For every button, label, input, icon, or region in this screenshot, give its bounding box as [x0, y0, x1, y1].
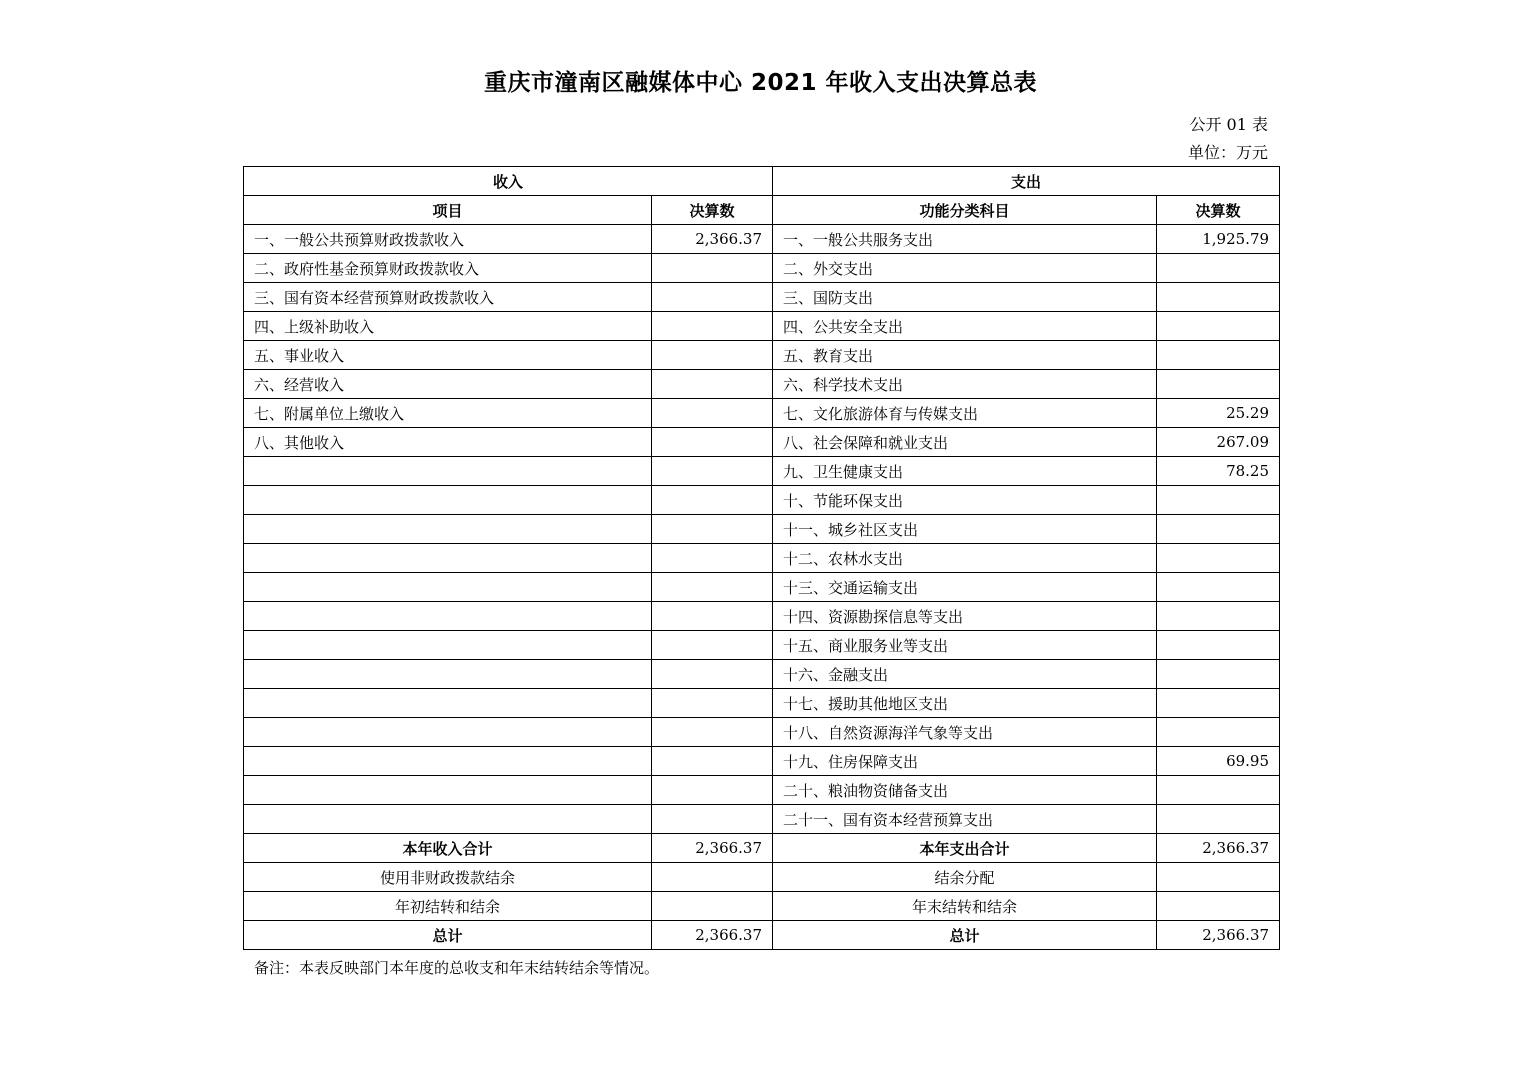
expense-item-value [1157, 544, 1280, 573]
expense-item-label: 十四、资源勘探信息等支出 [773, 602, 1157, 631]
table-row [244, 225, 1280, 254]
header-row-columns [244, 196, 1280, 225]
function-item-column-header: 功能分类科目 [773, 196, 1157, 225]
expense-item-label: 十二、农林水支出 [773, 544, 1157, 573]
summary-income-label: 本年收入合计 [244, 834, 652, 863]
expense-item-value [1157, 283, 1280, 312]
income-item-label [244, 515, 652, 544]
table-row [244, 718, 1280, 747]
table-row [244, 805, 1280, 834]
table-row [244, 631, 1280, 660]
expense-item-label: 十一、城乡社区支出 [773, 515, 1157, 544]
header-row-section [244, 167, 1280, 196]
income-item-label [244, 718, 652, 747]
table-row [244, 515, 1280, 544]
income-item-value [652, 457, 773, 486]
income-item-label [244, 747, 652, 776]
expense-item-value [1157, 341, 1280, 370]
income-item-label: 二、政府性基金预算财政拨款收入 [244, 254, 652, 283]
income-item-label [244, 776, 652, 805]
expense-item-value [1157, 254, 1280, 283]
income-item-label [244, 602, 652, 631]
summary-expense-label: 年末结转和结余 [773, 892, 1157, 921]
summary-expense-label: 本年支出合计 [773, 834, 1157, 863]
table-row [244, 486, 1280, 515]
expense-item-value [1157, 312, 1280, 341]
expense-item-value: 267.09 [1157, 428, 1280, 457]
expense-item-label: 十八、自然资源海洋气象等支出 [773, 718, 1157, 747]
table-row [244, 747, 1280, 776]
table-row [244, 602, 1280, 631]
income-item-value [652, 805, 773, 834]
summary-income-value [652, 892, 773, 921]
income-item-value [652, 312, 773, 341]
expense-item-label: 十七、援助其他地区支出 [773, 689, 1157, 718]
table-row [244, 399, 1280, 428]
income-section-header: 收入 [244, 167, 773, 196]
expense-amount-column-header: 决算数 [1157, 196, 1280, 225]
table-row [244, 254, 1280, 283]
summary-row [244, 863, 1280, 892]
expense-section-header: 支出 [773, 167, 1280, 196]
table-code: 公开 01 表 [1189, 115, 1268, 134]
expense-item-value [1157, 370, 1280, 399]
income-item-label: 五、事业收入 [244, 341, 652, 370]
income-item-value [652, 254, 773, 283]
table-row [244, 544, 1280, 573]
expense-item-value: 69.95 [1157, 747, 1280, 776]
table-row [244, 283, 1280, 312]
expense-item-value [1157, 631, 1280, 660]
expense-item-value [1157, 689, 1280, 718]
income-item-value [652, 660, 773, 689]
budget-table [243, 166, 1280, 950]
income-item-value [652, 747, 773, 776]
expense-item-value [1157, 718, 1280, 747]
income-item-label: 六、经营收入 [244, 370, 652, 399]
expense-item-value [1157, 660, 1280, 689]
income-item-label: 一、一般公共预算财政拨款收入 [244, 225, 652, 254]
expense-item-value: 1,925.79 [1157, 225, 1280, 254]
expense-item-value [1157, 602, 1280, 631]
table-row [244, 457, 1280, 486]
expense-item-label: 一、一般公共服务支出 [773, 225, 1157, 254]
summary-expense-value [1157, 863, 1280, 892]
summary-income-value: 2,366.37 [652, 921, 773, 950]
expense-item-value [1157, 486, 1280, 515]
summary-expense-label: 结余分配 [773, 863, 1157, 892]
table-row [244, 660, 1280, 689]
expense-item-label: 十五、商业服务业等支出 [773, 631, 1157, 660]
summary-row [244, 834, 1280, 863]
expense-item-value [1157, 573, 1280, 602]
table-row [244, 689, 1280, 718]
income-item-value [652, 689, 773, 718]
expense-item-label: 五、教育支出 [773, 341, 1157, 370]
income-item-label: 四、上级补助收入 [244, 312, 652, 341]
expense-item-label: 七、文化旅游体育与传媒支出 [773, 399, 1157, 428]
income-item-value [652, 573, 773, 602]
summary-income-value [652, 863, 773, 892]
income-item-label [244, 805, 652, 834]
income-item-value [652, 602, 773, 631]
income-item-value [652, 399, 773, 428]
income-item-label [244, 457, 652, 486]
expense-item-label: 四、公共安全支出 [773, 312, 1157, 341]
table-row [244, 370, 1280, 399]
table-row [244, 573, 1280, 602]
income-item-label [244, 573, 652, 602]
income-item-value [652, 631, 773, 660]
table-row [244, 428, 1280, 457]
income-amount-column-header: 决算数 [652, 196, 773, 225]
income-item-label [244, 689, 652, 718]
income-item-value [652, 515, 773, 544]
expense-item-label: 十九、住房保障支出 [773, 747, 1157, 776]
income-item-value [652, 486, 773, 515]
expense-item-value [1157, 805, 1280, 834]
income-item-value [652, 283, 773, 312]
income-item-label: 三、国有资本经营预算财政拨款收入 [244, 283, 652, 312]
summary-income-label: 使用非财政拨款结余 [244, 863, 652, 892]
table-row [244, 341, 1280, 370]
income-item-label [244, 631, 652, 660]
unit-label: 单位：万元 [1187, 143, 1268, 162]
expense-item-label: 八、社会保障和就业支出 [773, 428, 1157, 457]
income-item-value [652, 370, 773, 399]
expense-item-label: 六、科学技术支出 [773, 370, 1157, 399]
income-item-label: 八、其他收入 [244, 428, 652, 457]
income-item-value [652, 428, 773, 457]
expense-item-value [1157, 776, 1280, 805]
summary-row [244, 892, 1280, 921]
expense-item-label: 九、卫生健康支出 [773, 457, 1157, 486]
expense-item-label: 十、节能环保支出 [773, 486, 1157, 515]
expense-item-value [1157, 515, 1280, 544]
income-item-label [244, 544, 652, 573]
expense-item-label: 二、外交支出 [773, 254, 1157, 283]
income-item-value: 2,366.37 [652, 225, 773, 254]
page-title: 重庆市潼南区融媒体中心 2021 年收入支出决算总表 [483, 70, 1038, 96]
income-item-label [244, 660, 652, 689]
income-item-value [652, 718, 773, 747]
income-item-label [244, 486, 652, 515]
expense-item-value: 78.25 [1157, 457, 1280, 486]
summary-income-label: 年初结转和结余 [244, 892, 652, 921]
expense-item-label: 三、国防支出 [773, 283, 1157, 312]
table-row [244, 776, 1280, 805]
expense-item-label: 二十一、国有资本经营预算支出 [773, 805, 1157, 834]
summary-expense-value: 2,366.37 [1157, 921, 1280, 950]
summary-income-value: 2,366.37 [652, 834, 773, 863]
income-item-value [652, 341, 773, 370]
summary-expense-value: 2,366.37 [1157, 834, 1280, 863]
budget-table-body [244, 167, 1280, 950]
item-column-header: 项目 [244, 196, 652, 225]
income-item-value [652, 544, 773, 573]
expense-item-label: 十六、金融支出 [773, 660, 1157, 689]
footnote: 备注：本表反映部门本年度的总收支和年末结转结余等情况。 [254, 959, 660, 977]
income-item-value [652, 776, 773, 805]
expense-item-label: 十三、交通运输支出 [773, 573, 1157, 602]
expense-item-value: 25.29 [1157, 399, 1280, 428]
expense-item-label: 二十、粮油物资储备支出 [773, 776, 1157, 805]
table-row [244, 312, 1280, 341]
summary-expense-value [1157, 892, 1280, 921]
summary-row [244, 921, 1280, 950]
summary-expense-label: 总计 [773, 921, 1157, 950]
income-item-label: 七、附属单位上缴收入 [244, 399, 652, 428]
summary-income-label: 总计 [244, 921, 652, 950]
